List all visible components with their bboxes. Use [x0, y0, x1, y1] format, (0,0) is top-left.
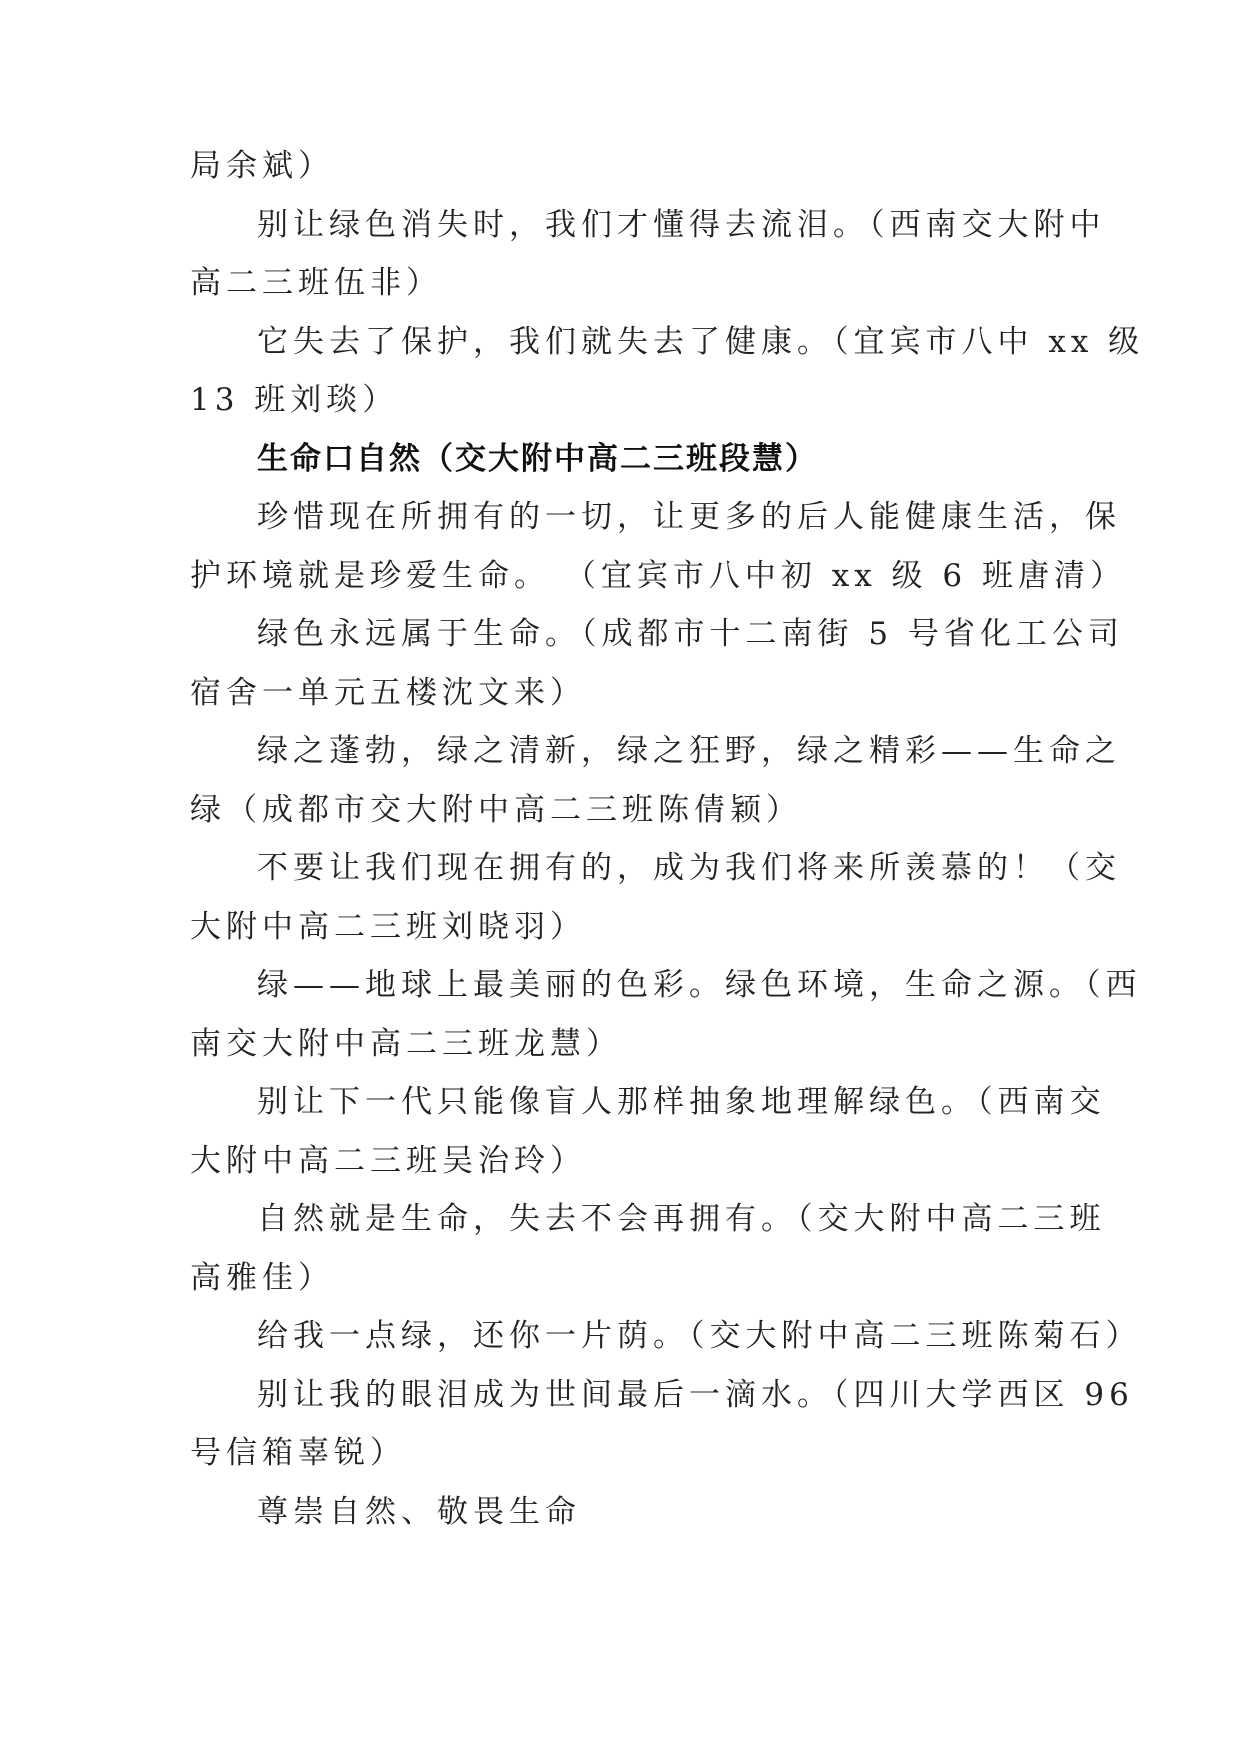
- text-line: 南交大附中高二三班龙慧）: [190, 1026, 622, 1062]
- text-line: 别让绿色消失时，我们才懂得去流泪。（西南交大附中: [257, 207, 1106, 243]
- text-line: 宿舍一单元五楼沈文来）: [190, 675, 586, 711]
- text-line: 13 班刘琰）: [190, 382, 399, 418]
- text-line: 号信箱辜锐）: [190, 1435, 406, 1471]
- text-line: 绿之蓬勃，绿之清新，绿之狂野，绿之精彩——生命之: [257, 733, 1121, 769]
- text-line: 它失去了保护，我们就失去了健康。（宜宾市八中 xx 级: [257, 324, 1145, 360]
- text-line: 大附中高二三班吴治玲）: [190, 1143, 586, 1179]
- text-line: 尊崇自然、敬畏生命: [257, 1494, 581, 1530]
- text-line: 高雅佳）: [190, 1260, 334, 1296]
- text-line: 高二三班伍非）: [190, 265, 442, 301]
- text-line: 护环境就是珍爱生命。 （宜宾市八中初 xx 级 6 班唐清）: [190, 558, 1126, 594]
- section-heading: 生命口自然（交大附中高二三班段慧）: [257, 441, 818, 477]
- text-line: 局余斌）: [190, 148, 334, 184]
- text-line: 不要让我们现在拥有的，成为我们将来所羡慕的！（交: [257, 850, 1121, 886]
- text-line: 珍惜现在所拥有的一切，让更多的后人能健康生活，保: [257, 499, 1121, 535]
- text-line: 自然就是生命，失去不会再拥有。（交大附中高二三班: [257, 1201, 1106, 1237]
- text-line: 绿（成都市交大附中高二三班陈倩颖）: [190, 792, 802, 828]
- text-line: 别让下一代只能像盲人那样抽象地理解绿色。（西南交: [257, 1084, 1106, 1120]
- text-line: 大附中高二三班刘晓羽）: [190, 909, 586, 945]
- text-line: 绿——地球上最美丽的色彩。绿色环境，生命之源。（西: [257, 967, 1142, 1003]
- text-line: 给我一点绿，还你一片荫。（交大附中高二三班陈菊石）: [257, 1318, 1142, 1354]
- text-line: 别让我的眼泪成为世间最后一滴水。（四川大学西区 96: [257, 1377, 1134, 1413]
- text-line: 绿色永远属于生命。（成都市十二南街 5 号省化工公司: [257, 616, 1124, 652]
